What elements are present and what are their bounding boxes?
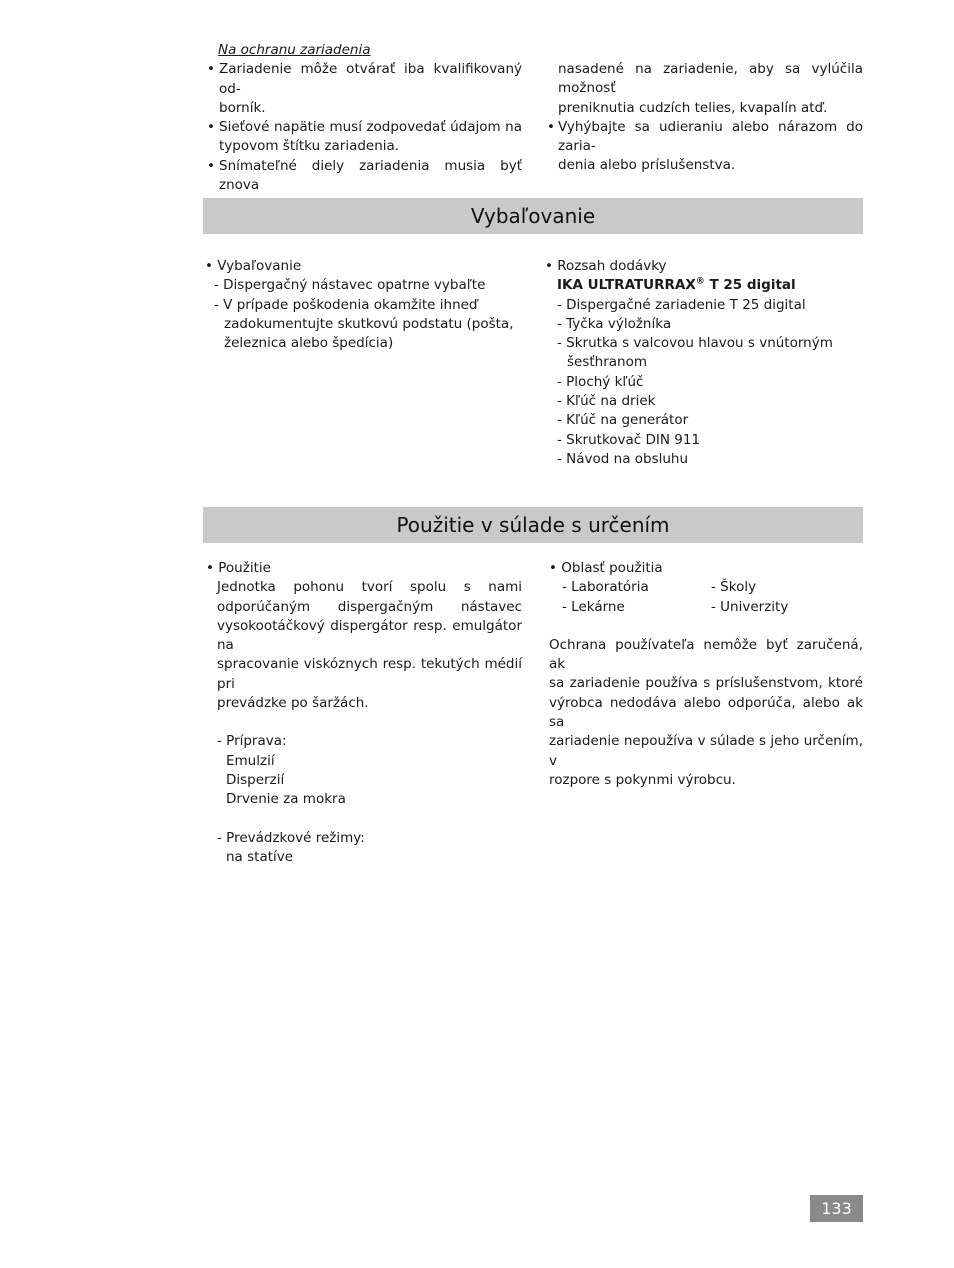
protection-heading: Na ochranu zariadenia	[218, 42, 371, 58]
bullet-item-line: typovom štítku zariadenia.	[219, 138, 400, 155]
use-right-heading: Oblasť použitia	[561, 560, 663, 576]
registered-mark: ®	[695, 276, 705, 287]
protection-left-list	[207, 60, 522, 195]
list-item	[557, 411, 863, 430]
paragraph-line: Jednotka pohonu tvorí spolu s nami	[217, 579, 522, 596]
unpacking-right-column	[545, 257, 863, 469]
product-model-text: T 25 digital	[704, 277, 796, 294]
modes-label: - Prevádzkové režimy:	[217, 829, 365, 846]
protection-left-column	[207, 41, 522, 195]
section-title-unpacking: Vybaľovanie	[203, 198, 863, 234]
unpacking-left-column	[205, 257, 525, 353]
area-item: - Lekárne	[562, 598, 625, 615]
list-item-line: - Dispergačné zariadenie T 25 digital	[557, 296, 806, 313]
note-line: rozpore s pokynmi výrobcu.	[549, 771, 736, 788]
bullet-icon: •	[207, 119, 215, 136]
preparation-item: Drvenie za mokra	[226, 791, 346, 808]
list-item-line: - Skrutkovač DIN 911	[557, 431, 701, 448]
protection-right-list	[547, 118, 863, 176]
bullet-item-line: borník.	[219, 99, 266, 116]
bullet-item	[207, 118, 522, 157]
bullet-icon: •	[545, 258, 553, 274]
product-name	[545, 276, 863, 295]
unpacking-right-list	[545, 296, 863, 470]
use-paragraph	[206, 578, 522, 713]
protection-right-column	[547, 60, 863, 176]
list-item-line: - Kľúč na generátor	[557, 412, 689, 429]
user-protection-note	[549, 636, 863, 790]
list-item	[557, 334, 863, 373]
list-item	[557, 315, 863, 334]
list-item-line: - Návod na obsluhu	[557, 450, 689, 467]
bullet-item-line: Snímateľné diely zariadenia musia byť znova	[219, 157, 522, 194]
unpacking-left-list	[205, 276, 525, 353]
continuation-line: preniknutia cudzích telies, kvapalín atď.	[558, 99, 828, 116]
list-item	[557, 450, 863, 469]
areas-column-1	[562, 578, 649, 617]
bullet-item	[207, 60, 522, 118]
paragraph-line: spracovanie viskóznych resp. tekutých médií pri	[217, 656, 522, 692]
modes-list	[206, 848, 522, 867]
preparation-list	[206, 752, 522, 810]
bullet-icon: •	[206, 560, 214, 576]
unpacking-left-heading: Vybaľovanie	[217, 258, 302, 274]
area-item: - Laboratória	[562, 579, 649, 596]
list-item	[214, 276, 525, 295]
list-item	[557, 296, 863, 315]
area-item: - Školy	[711, 579, 757, 596]
list-item-line: železnica alebo špedícia)	[224, 335, 394, 352]
list-item	[214, 296, 525, 354]
paragraph-line: vysokootáčkový dispergátor resp. emulgátor na	[217, 617, 522, 654]
area-item: - Univerzity	[711, 598, 789, 615]
mode-item: na statíve	[226, 848, 294, 865]
list-item-line: - Kľúč na driek	[557, 393, 656, 410]
protection-continuation	[547, 60, 863, 118]
section-title-intended-use: Použitie v súlade s určením	[203, 507, 863, 543]
preparation-label: - Príprava:	[217, 733, 287, 750]
product-name-text: IKA ULTRATURRAX	[557, 277, 696, 294]
bullet-icon: •	[207, 157, 215, 174]
use-left-heading: Použitie	[218, 560, 271, 576]
page-number: 133	[810, 1195, 863, 1222]
bullet-icon: •	[547, 118, 555, 135]
continuation-line: nasadené na zariadenie, aby sa vylúčila možnosť	[558, 61, 863, 97]
use-left-heading-row	[206, 559, 522, 578]
list-item	[557, 373, 863, 392]
unpacking-right-heading: Rozsah dodávky	[557, 258, 667, 274]
bullet-icon: •	[549, 560, 557, 576]
bullet-item-line: Sieťové napätie musí zodpovedať údajom na	[219, 119, 522, 136]
preparation-item: Disperzií	[226, 771, 285, 788]
bullet-item-line: denia alebo príslušenstva.	[558, 157, 736, 174]
paragraph-line: odporúčaným dispergačným nástavec	[217, 598, 522, 615]
note-line: výrobca nedodáva alebo odporúča, alebo ak sa	[549, 694, 863, 731]
list-item-line: - Skrutka s valcovou hlavou s vnútorným	[557, 335, 833, 352]
note-line: zariadenie nepoužíva v súlade s jeho určením, v	[549, 733, 863, 769]
preparation-item: Emulzií	[226, 752, 275, 769]
list-item-line: - Plochý kľúč	[557, 373, 644, 390]
list-item-line: šesťhranom	[567, 354, 648, 371]
list-item-line: - Dispergačný nástavec opatrne vybaľte	[214, 277, 486, 294]
note-line: Ochrana používateľa nemôže byť zaručená, ak	[549, 636, 863, 673]
list-item	[557, 392, 863, 411]
list-item-line: - Tyčka výložníka	[557, 315, 672, 332]
unpacking-left-heading-row	[205, 257, 525, 276]
bullet-item-line: Zariadenie môže otvárať iba kvalifikovaný od-	[219, 61, 522, 97]
bullet-icon: •	[207, 61, 215, 78]
list-item	[557, 431, 863, 450]
bullet-item	[547, 118, 863, 176]
bullet-item	[207, 157, 522, 196]
paragraph-line: prevádzke po šaržách.	[217, 695, 369, 712]
bullet-item-line: Vyhýbajte sa udieraniu alebo nárazom do zaria-	[558, 118, 863, 155]
bullet-icon: •	[205, 258, 213, 274]
areas-column-2	[711, 578, 788, 617]
use-right-column	[549, 559, 863, 790]
unpacking-right-heading-row	[545, 257, 863, 276]
use-left-column	[206, 559, 522, 867]
list-item-line: - V prípade poškodenia okamžite ihneď	[214, 296, 478, 313]
use-right-heading-row	[549, 559, 863, 578]
list-item-line: zadokumentujte skutkovú podstatu (pošta,	[224, 315, 514, 332]
note-line: sa zariadenie používa s príslušenstvom, ktoré	[549, 675, 863, 692]
areas-grid	[549, 578, 863, 617]
